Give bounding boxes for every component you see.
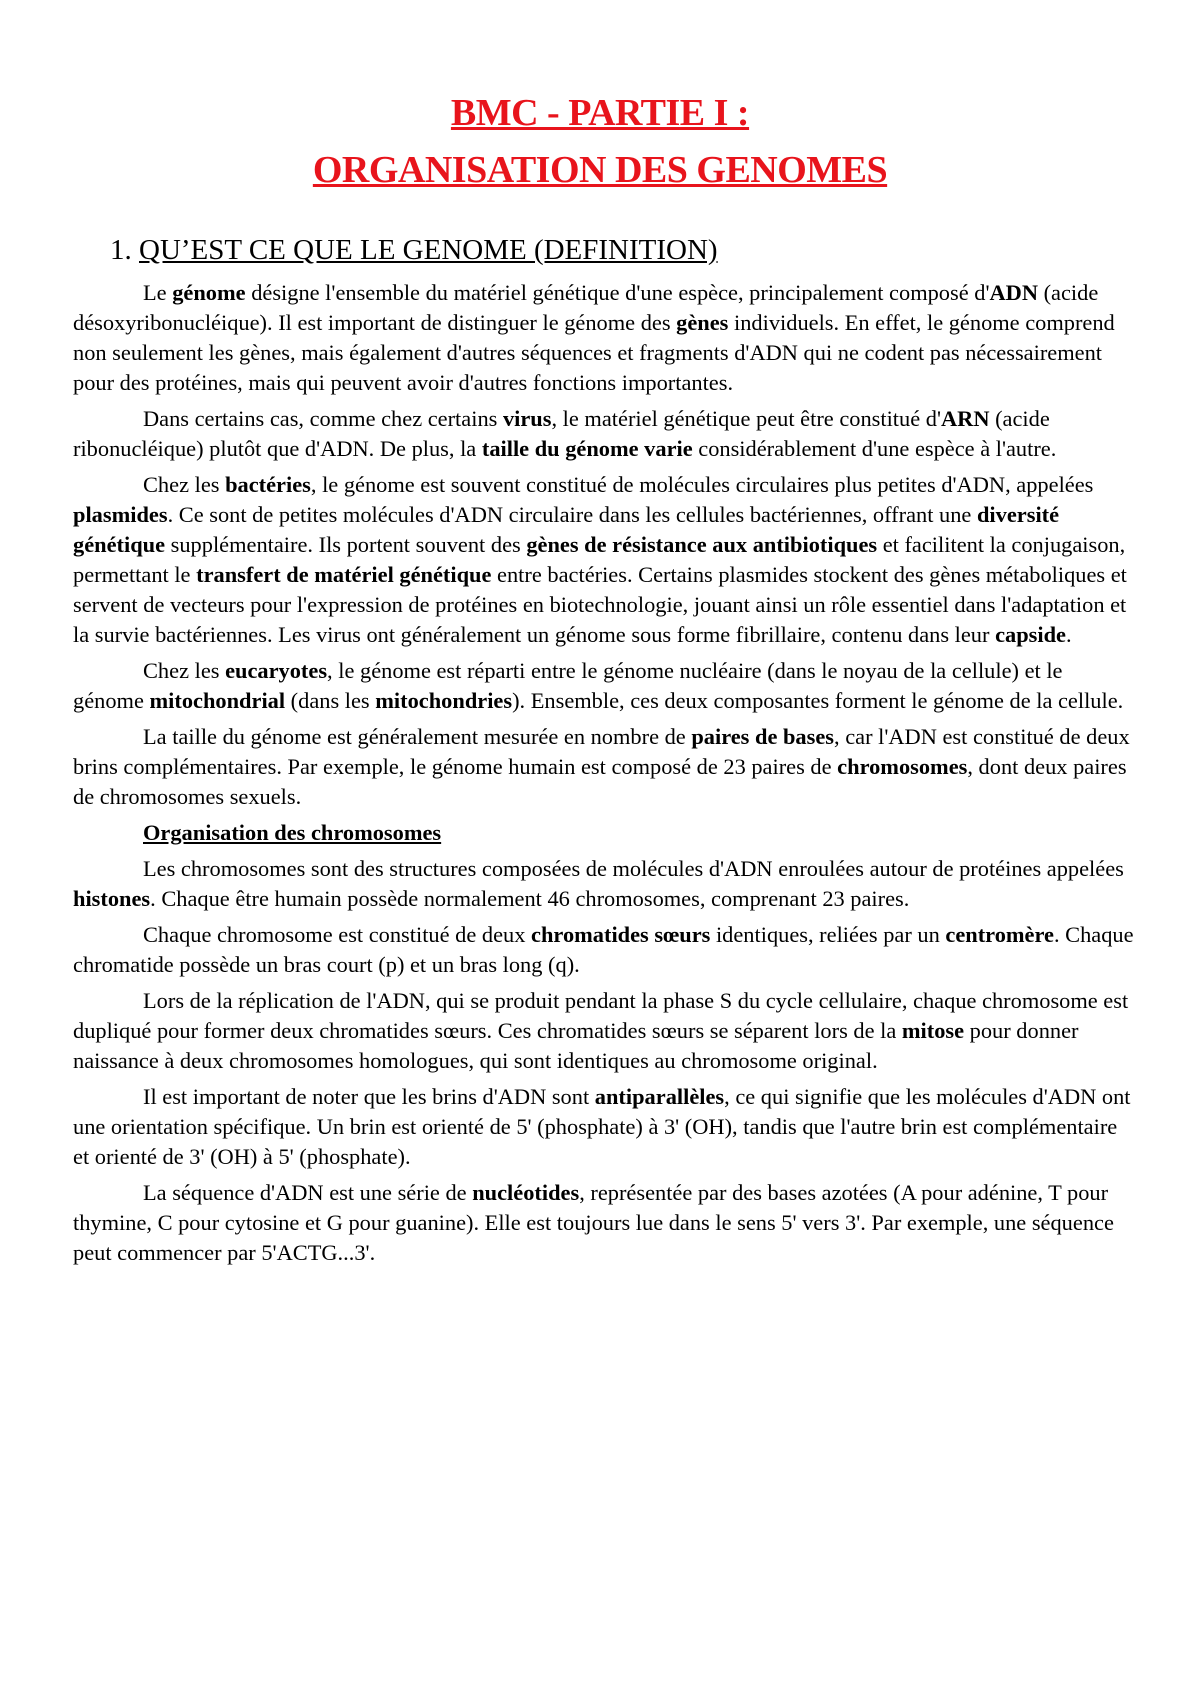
text-run: La taille du génome est généralement mesurée en nombre de	[143, 724, 692, 749]
bold-term: chromosomes	[837, 754, 968, 779]
bold-term: ADN	[989, 280, 1038, 305]
text-run: ). Ensemble, ces deux composantes forment le génome de la cellule.	[512, 688, 1124, 713]
text-run: , ce qui signifie que les molécules d'ADN ont une orientation spécifique. Un brin est orienté de 5' (phosphate) à 3' (OH), tandis que l'autre brin est complémentaire et orienté de 3' (OH) à 5' (phosphate).	[73, 1084, 1131, 1169]
text-run: pour donner naissance à deux chromosomes homologues, qui sont identiques au chromosome original.	[73, 1018, 1079, 1073]
text-run: Chez les	[143, 658, 226, 683]
section-1-title: QU’EST CE QUE LE GENOME (DEFINITION)	[139, 234, 718, 266]
paragraph-chromatides	[73, 920, 1135, 980]
paragraph-chromosomes-histones	[73, 854, 1135, 914]
paragraph-taille-genome	[73, 722, 1135, 812]
text-run: , dont deux paires de chromosomes sexuels.	[73, 754, 1127, 809]
bold-term: mitochondrial	[149, 688, 286, 713]
text-run: Le	[143, 280, 173, 305]
text-run: supplémentaire. Ils portent souvent des	[165, 532, 527, 557]
text-run: Il est important de noter que les brins d'ADN sont	[143, 1084, 595, 1109]
paragraph-genome-definition	[73, 278, 1135, 398]
text-run: Les chromosomes sont des structures composées de molécules d'ADN enroulées autour de protéines appelées	[143, 856, 1124, 881]
bold-term: capside	[995, 622, 1066, 647]
bold-term: centromère	[945, 922, 1054, 947]
section-1-heading	[110, 233, 718, 267]
paragraph-bacteries-plasmides	[73, 470, 1135, 650]
text-run: (acide désoxyribonucléique). Il est important de distinguer le génome des	[73, 280, 1099, 335]
text-run: . Ce sont de petites molécules d'ADN circulaire dans les cellules bactériennes, offrant une	[167, 502, 977, 527]
title-line-2: ORGANISATION DES GENOMES	[312, 149, 888, 191]
text-run: désigne l'ensemble du matériel génétique d'une espèce, principalement composé d'	[245, 280, 990, 305]
bold-term: chromatides sœurs	[531, 922, 711, 947]
text-run: Dans certains cas, comme chez certains	[143, 406, 503, 431]
bold-term: génome	[172, 280, 246, 305]
bold-term: ARN	[940, 406, 990, 431]
chromosomes-heading: Organisation des chromosomes	[143, 820, 442, 845]
paragraph-eucaryotes	[73, 656, 1135, 716]
text-run: Lors de la réplication de l'ADN, qui se produit pendant la phase S du cycle cellulaire, chaque chromosome est dupliqué pour former deux chromatides sœurs. Ces chromatides sœurs se séparent lors de la	[73, 988, 1129, 1043]
bold-term: transfert de matériel génétique	[196, 562, 492, 587]
bold-term: mitose	[901, 1018, 965, 1043]
bold-term: gènes de résistance aux antibiotiques	[526, 532, 878, 557]
paragraph-antiparalleles	[73, 1082, 1135, 1172]
bold-term: virus	[502, 406, 552, 431]
text-run: entre bactéries. Certains plasmides stockent des gènes métaboliques et servent de vecteurs pour l'expression de protéines en biotechnologie, jouant ainsi un rôle essentiel dans l'adaptation et la survie bactériennes. Les virus ont généralement un génome sous forme fibrillaire, contenu dans leur	[73, 562, 1127, 647]
bold-term: bactéries	[225, 472, 311, 497]
text-run: , le génome est réparti entre le génome nucléaire (dans le noyau de la cellule) et le génome	[73, 658, 1063, 713]
bold-term: antiparallèles	[594, 1084, 725, 1109]
text-run: . Chaque être humain possède normalement 46 chromosomes, comprenant 23 paires.	[150, 886, 910, 911]
text-run: , le matériel génétique peut être constitué d'	[551, 406, 941, 431]
bold-term: eucaryotes	[225, 658, 328, 683]
text-run: La séquence d'ADN est une série de	[143, 1180, 473, 1205]
bold-term: gènes	[676, 310, 729, 335]
text-run: Chez les	[143, 472, 226, 497]
bold-term: mitochondries	[375, 688, 513, 713]
text-run: , le génome est souvent constitué de molécules circulaires plus petites d'ADN, appelées	[310, 472, 1094, 497]
text-run: et facilitent la conjugaison, permettant le	[73, 532, 1126, 587]
paragraph-replication	[73, 986, 1135, 1076]
bold-term: taille du génome varie	[481, 436, 693, 461]
bold-term: paires de bases	[691, 724, 834, 749]
title-line-1: BMC - PARTIE I :	[450, 92, 750, 134]
bold-term: nucléotides	[472, 1180, 580, 1205]
bold-term: histones	[73, 886, 151, 911]
text-run: considérablement d'une espèce à l'autre.	[692, 436, 1057, 461]
text-run: . Chaque chromatide possède un bras court (p) et un bras long (q).	[73, 922, 1134, 977]
text-run: , représentée par des bases azotées (A pour adénine, T pour thymine, C pour cytosine et G pour guanine). Elle est toujours lue dans le sens 5' vers 3'. Par exemple, une séquence peut commencer par 5'ACTG...3'.	[73, 1180, 1114, 1265]
text-run: Chaque chromosome est constitué de deux	[143, 922, 532, 947]
section-1-number: 1.	[110, 234, 132, 266]
text-run: identiques, reliées par un	[710, 922, 946, 947]
paragraph-sequence-adn	[73, 1178, 1135, 1268]
document-body	[73, 278, 1135, 1274]
bold-term: diversité génétique	[73, 502, 1060, 557]
paragraph-virus-arn	[73, 404, 1135, 464]
text-run: (acide ribonucléique) plutôt que d'ADN. De plus, la	[73, 406, 1050, 461]
text-run: , car l'ADN est constitué de deux brins complémentaires. Par exemple, le génome humain est composé de 23 paires de	[73, 724, 1130, 779]
text-run: individuels. En effet, le génome comprend non seulement les gènes, mais également d'autres séquences et fragments d'ADN qui ne codent pas nécessairement pour des protéines, mais qui peuvent avoir d'autres fonctions importantes.	[73, 310, 1115, 395]
bold-term: plasmides	[73, 502, 168, 527]
text-run: .	[1065, 622, 1072, 647]
text-run: (dans les	[285, 688, 376, 713]
